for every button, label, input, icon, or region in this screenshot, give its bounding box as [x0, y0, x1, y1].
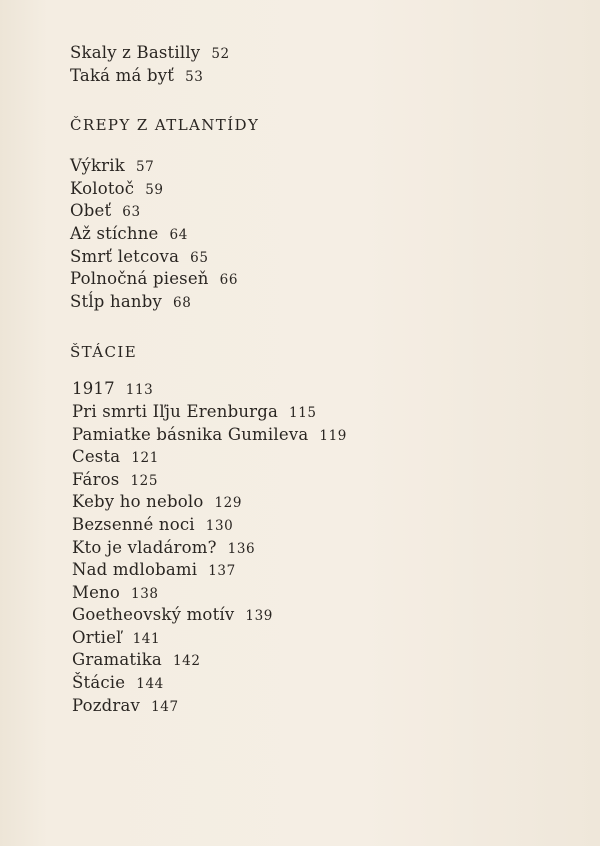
entry-title: Goetheovský motív: [72, 605, 235, 625]
table-of-contents: [70, 42, 550, 717]
entry-title: Štácie: [72, 673, 126, 693]
section-heading: ŠTÁCIE: [70, 343, 138, 362]
toc-entries: [70, 155, 550, 313]
toc-entry: [70, 65, 550, 88]
toc-entry: [72, 604, 550, 627]
entry-page-number: 129: [214, 495, 243, 512]
entry-page-number: 141: [132, 630, 161, 647]
entry-title: Fáros: [72, 469, 120, 489]
toc-entry: [72, 559, 550, 582]
entry-title: 1917: [72, 379, 115, 399]
entry-title: Obeť: [70, 201, 112, 221]
toc-entry: [72, 469, 550, 492]
toc-entry: [70, 246, 550, 269]
entry-title: Cesta: [72, 447, 121, 467]
entry-title: Kolotoč: [70, 178, 135, 198]
toc-entries: [72, 378, 550, 717]
toc-entry: [72, 514, 550, 537]
entry-page-number: 59: [145, 181, 164, 198]
toc-entry: [72, 672, 550, 695]
entry-page-number: 130: [205, 517, 234, 534]
entry-title: Pozdrav: [72, 695, 141, 715]
toc-entry: [72, 695, 550, 718]
entry-title: Až stíchne: [70, 223, 159, 243]
entry-page-number: 65: [190, 249, 209, 266]
entry-page-number: 52: [211, 46, 230, 62]
toc-entry: [72, 424, 550, 447]
entry-page-number: 144: [136, 676, 164, 693]
entry-page-number: 136: [227, 540, 256, 557]
toc-section: [70, 115, 550, 313]
entry-page-number: 66: [219, 272, 239, 289]
entry-page-number: 115: [289, 404, 317, 421]
entry-title: Kto je vladárom?: [72, 537, 217, 557]
entry-title: Keby ho nebolo: [72, 492, 204, 512]
entry-page-number: 57: [135, 159, 155, 176]
entry-title: Ortieľ: [72, 627, 122, 647]
toc-entry: [72, 491, 550, 514]
entry-page-number: 138: [131, 585, 159, 602]
toc-entry: [72, 401, 550, 424]
entry-page-number: 68: [173, 294, 192, 311]
entry-title: Pri smrti Iľju Erenburga: [72, 401, 279, 421]
toc-entry: [72, 582, 550, 605]
toc-entry: [70, 268, 550, 291]
toc-section: [70, 342, 550, 717]
entry-title: Gramatika: [72, 650, 162, 670]
entry-page-number: 121: [131, 450, 159, 467]
entry-title: Nad mdlobami: [72, 560, 198, 580]
entry-title: Skaly z Bastilly: [70, 43, 201, 62]
entry-page-number: 125: [130, 472, 159, 489]
section-heading: ČREPY Z ATLANTÍDY: [70, 116, 260, 135]
entry-title: Polnočná pieseň: [70, 269, 209, 289]
toc-entry: [70, 178, 550, 201]
toc-entry: [72, 627, 550, 650]
entry-title: Stĺp hanby: [70, 291, 162, 311]
toc-entry: [72, 446, 550, 469]
toc-entries: [70, 42, 550, 87]
entry-title: Smrť letcova: [70, 246, 180, 266]
toc-entry: [72, 378, 550, 401]
entry-title: Bezsenné noci: [72, 514, 195, 534]
toc-entry: [70, 223, 550, 246]
toc-section: [70, 42, 550, 87]
entry-page-number: 64: [169, 226, 188, 243]
toc-entry: [72, 537, 550, 560]
entry-page-number: 147: [151, 698, 179, 715]
entry-page-number: 139: [245, 608, 273, 625]
entry-title: Pamiatke básnika Gumileva: [72, 424, 309, 444]
entry-page-number: 119: [319, 427, 347, 444]
toc-entry: [70, 155, 550, 178]
entry-page-number: 53: [185, 68, 204, 85]
entry-page-number: 113: [125, 382, 154, 399]
entry-title: Výkrik: [70, 156, 125, 176]
toc-entry: [70, 42, 550, 65]
toc-entry: [70, 200, 550, 223]
toc-entry: [72, 649, 550, 672]
entry-title: Taká má byť: [70, 65, 175, 85]
toc-entry: [70, 291, 550, 314]
entry-title: Meno: [72, 582, 121, 602]
entry-page-number: 137: [208, 563, 236, 580]
entry-page-number: 63: [122, 204, 141, 221]
entry-page-number: 142: [172, 653, 201, 670]
